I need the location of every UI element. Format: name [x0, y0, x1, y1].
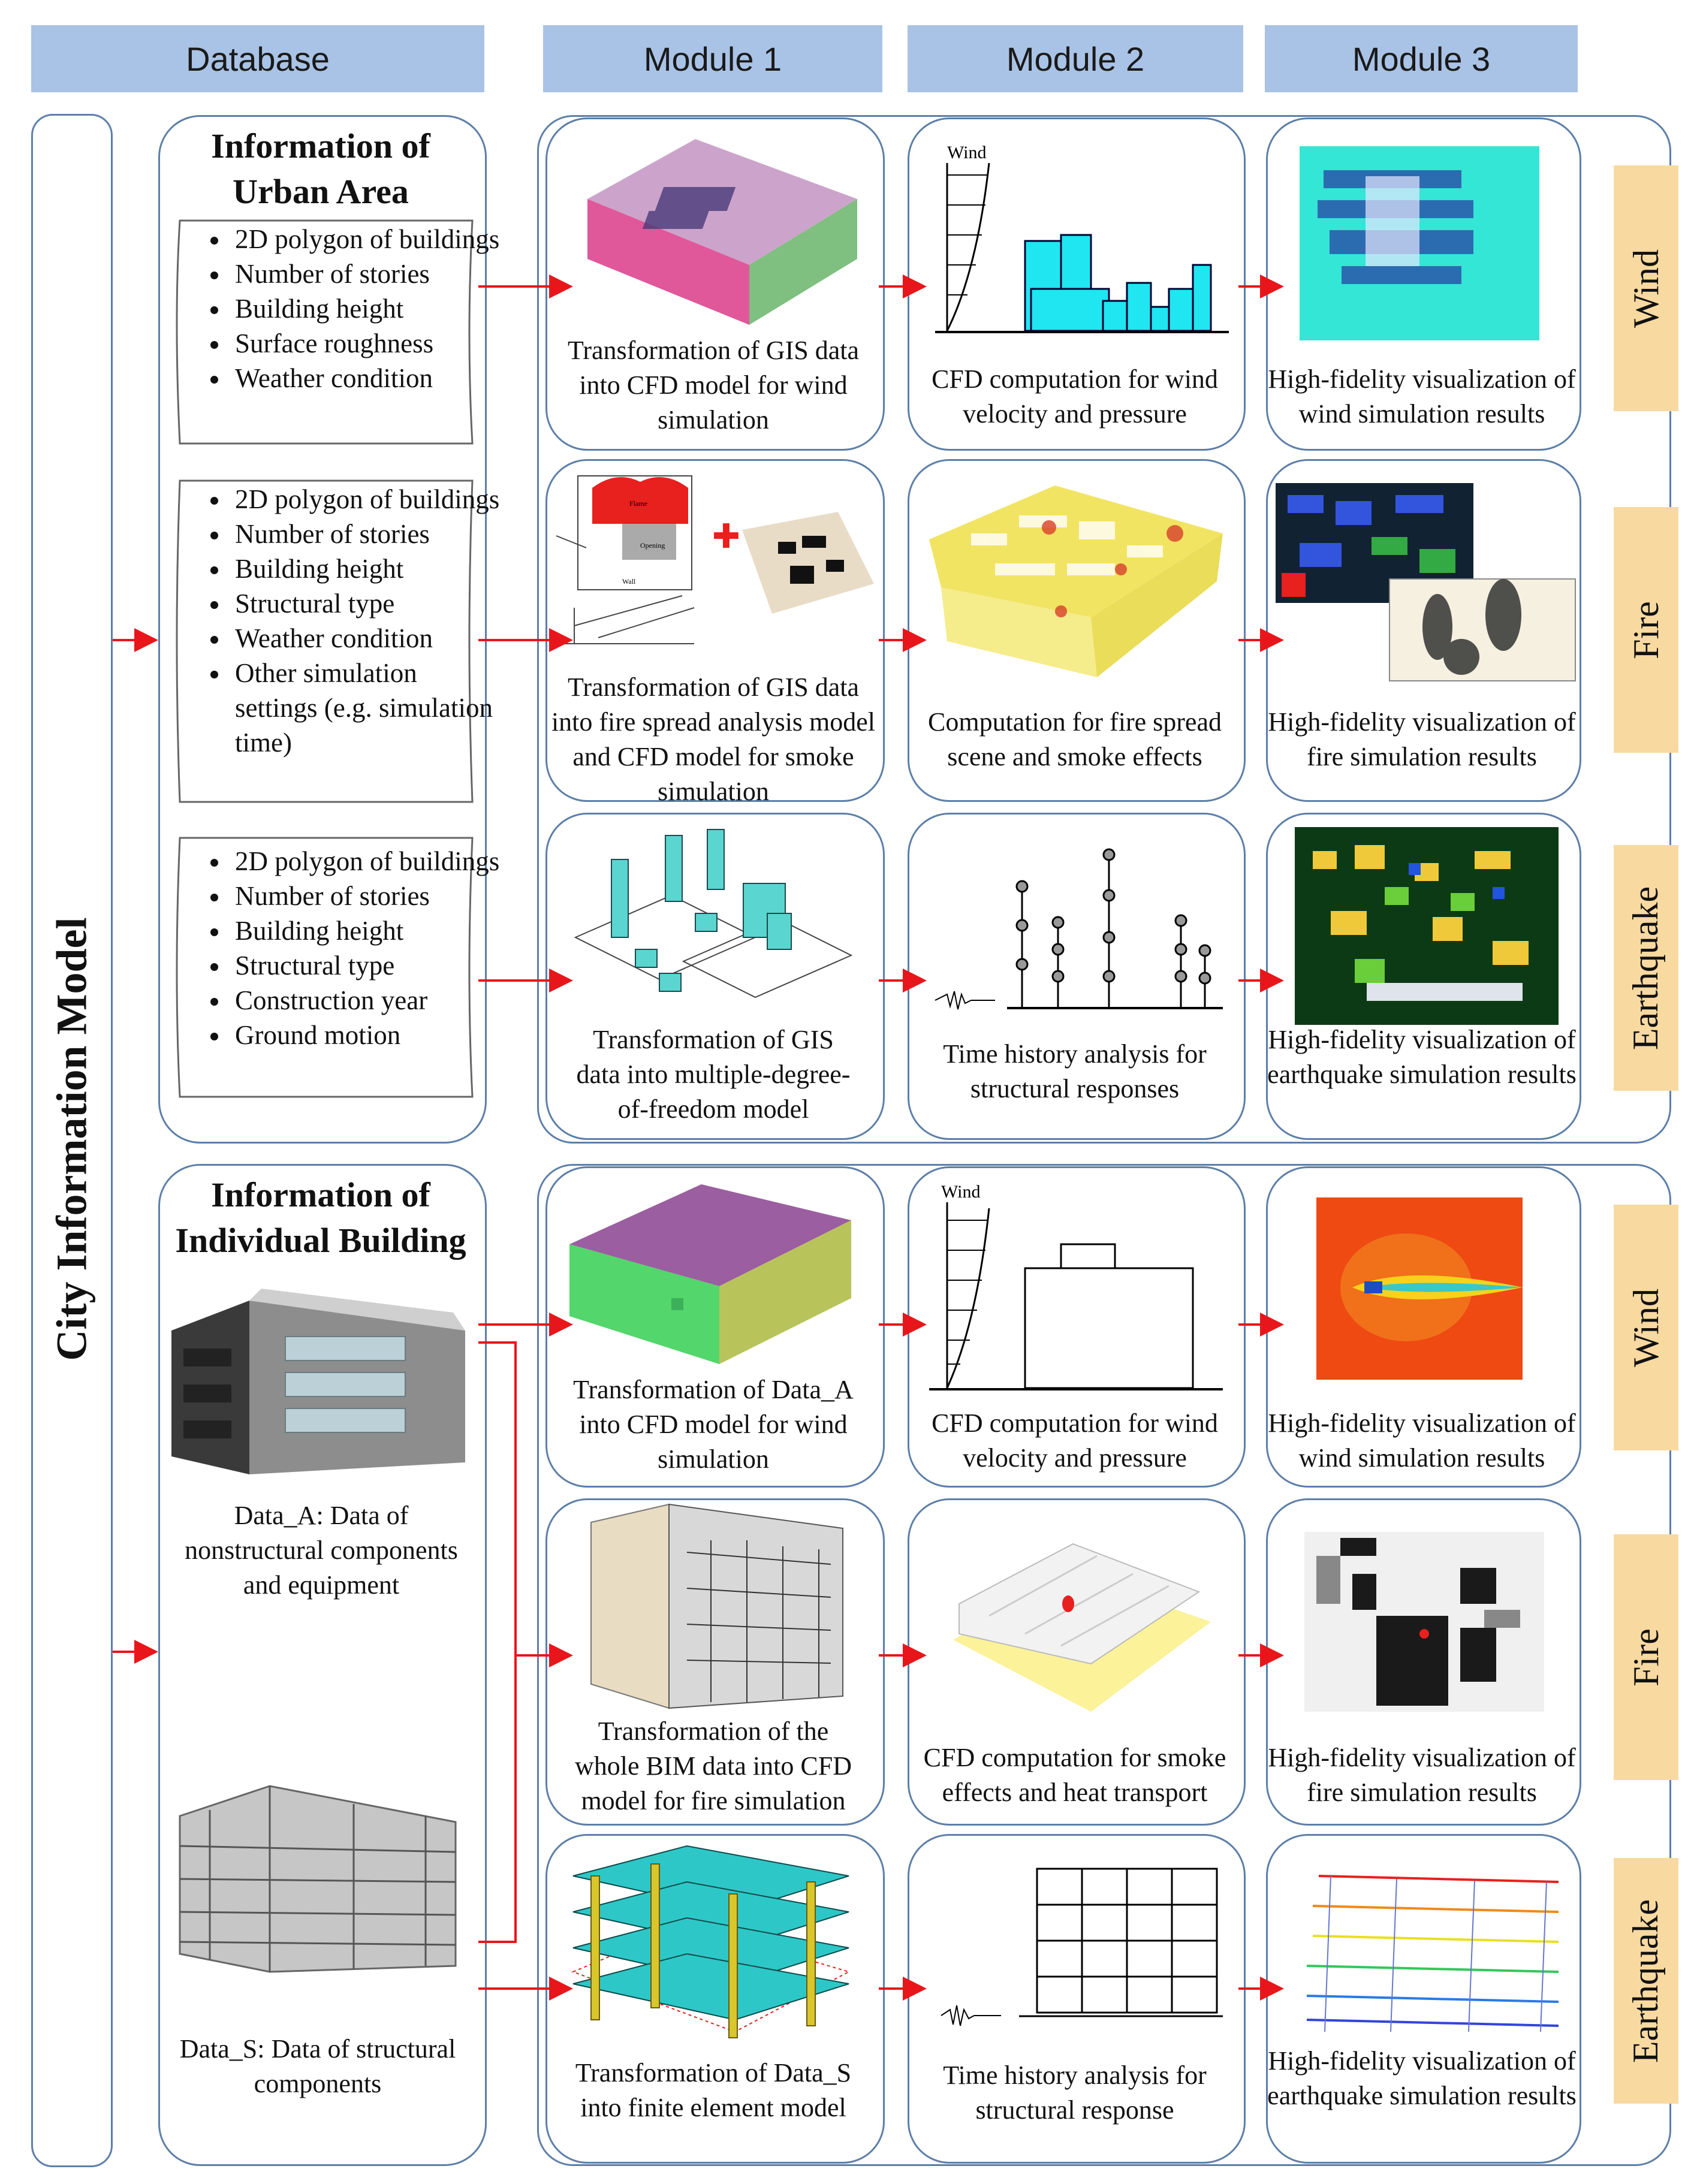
building-title-line2: Individual Building [175, 1221, 466, 1260]
list-item: • Building height [230, 291, 506, 326]
data-s-caption: Data_S: Data of structural components [179, 2034, 456, 2098]
list-item: • 2D polygon of buildings [230, 844, 506, 879]
list-item: • Other simulation settings (e.g. simulation time) [230, 656, 506, 760]
list-item: • Structural type [230, 586, 506, 621]
row1-wind-label: Wind [947, 143, 987, 162]
urban-title-line2: Urban Area [233, 172, 409, 211]
list-item: • Building height [230, 551, 506, 586]
row2-m2-caption: Computation for fire spread scene and smoke effects [928, 707, 1222, 771]
building-title-line1: Information of [211, 1175, 430, 1214]
tag-row4-text: Wind [1626, 1288, 1666, 1367]
row2-opening-label: Opening [640, 541, 665, 550]
row6-m2-caption: Time history analysis for structural response [943, 2061, 1207, 2125]
list-item: • Structural type [230, 948, 506, 983]
header-module-3-label: Module 3 [1352, 40, 1491, 78]
list-item: • Surface roughness [230, 326, 506, 361]
row4-wind-label: Wind [941, 1182, 981, 1202]
tag-row3-text: Earthquake [1626, 886, 1666, 1050]
row3-m2-caption: Time history analysis for structural responses [943, 1039, 1207, 1103]
row5-m2-caption: CFD computation for smoke effects and heat transport [923, 1743, 1226, 1807]
row3-m1-caption: Transformation of GIS data into multiple-degree-of-freedom model [576, 1025, 851, 1124]
list-item: • Weather condition [230, 621, 506, 656]
urban-title-line1: Information of [211, 126, 430, 165]
row1-m2-caption: CFD computation for wind velocity and pressure [932, 364, 1218, 429]
list-item: • Number of stories [230, 257, 506, 291]
list-item: • Building height [230, 913, 506, 948]
list-item: • Construction year [230, 983, 506, 1018]
row1-m3-caption: High-fidelity visualization of wind simulation results [1268, 364, 1576, 429]
header-module-1-label: Module 1 [643, 40, 782, 78]
cim-label-text: City Information Model [47, 917, 96, 1361]
list-item: • 2D polygon of buildings [230, 482, 506, 517]
row2-plus-icon: ✚ [712, 517, 740, 556]
row4-m3-caption: High-fidelity visualization of wind simulation results [1268, 1408, 1576, 1473]
list-item: • Number of stories [230, 517, 506, 551]
row2-wall-label: Wall [622, 577, 636, 586]
list-item: • Number of stories [230, 879, 506, 913]
row4-m1-caption: Transformation of Data_A into CFD model for wind simulation [573, 1375, 854, 1474]
data-a-caption: Data_A: Data of nonstructural components and equipment [185, 1501, 458, 1600]
row3-m3-caption: High-fidelity visualization of earthquake simulation results [1267, 1025, 1577, 1089]
list-item: • 2D polygon of buildings [230, 222, 506, 257]
tag-row2-text: Fire [1626, 601, 1666, 659]
list-item: • Weather condition [230, 361, 506, 396]
tag-row1-text: Wind [1626, 249, 1666, 328]
header-database-label: Database [186, 40, 330, 78]
row2-m3-caption: High-fidelity visualization of fire simulation results [1268, 707, 1576, 771]
tag-row5-text: Fire [1626, 1628, 1666, 1687]
tag-row6-text: Earthquake [1626, 1899, 1666, 2063]
row2-m1-caption: Transformation of GIS data into fire spread analysis model and CFD model for smoke simulation [551, 672, 876, 806]
row5-m1-caption: Transformation of the whole BIM data into CFD model for fire simulation [575, 1717, 852, 1815]
row2-flame-label: Flame [629, 499, 647, 508]
row4-m2-caption: CFD computation for wind velocity and pressure [932, 1408, 1218, 1473]
row1-m1-caption: Transformation of GIS data into CFD model for wind simulation [568, 336, 859, 435]
list-item: • Ground motion [230, 1018, 506, 1052]
row6-m1-caption: Transformation of Data_S into finite element model [575, 2058, 852, 2122]
row5-m3-caption: High-fidelity visualization of fire simulation results [1268, 1743, 1576, 1807]
row6-m3-caption: High-fidelity visualization of earthquake simulation results [1267, 2046, 1577, 2110]
header-module-2-label: Module 2 [1006, 40, 1145, 78]
arrow-connector-data-a [478, 1343, 516, 1942]
